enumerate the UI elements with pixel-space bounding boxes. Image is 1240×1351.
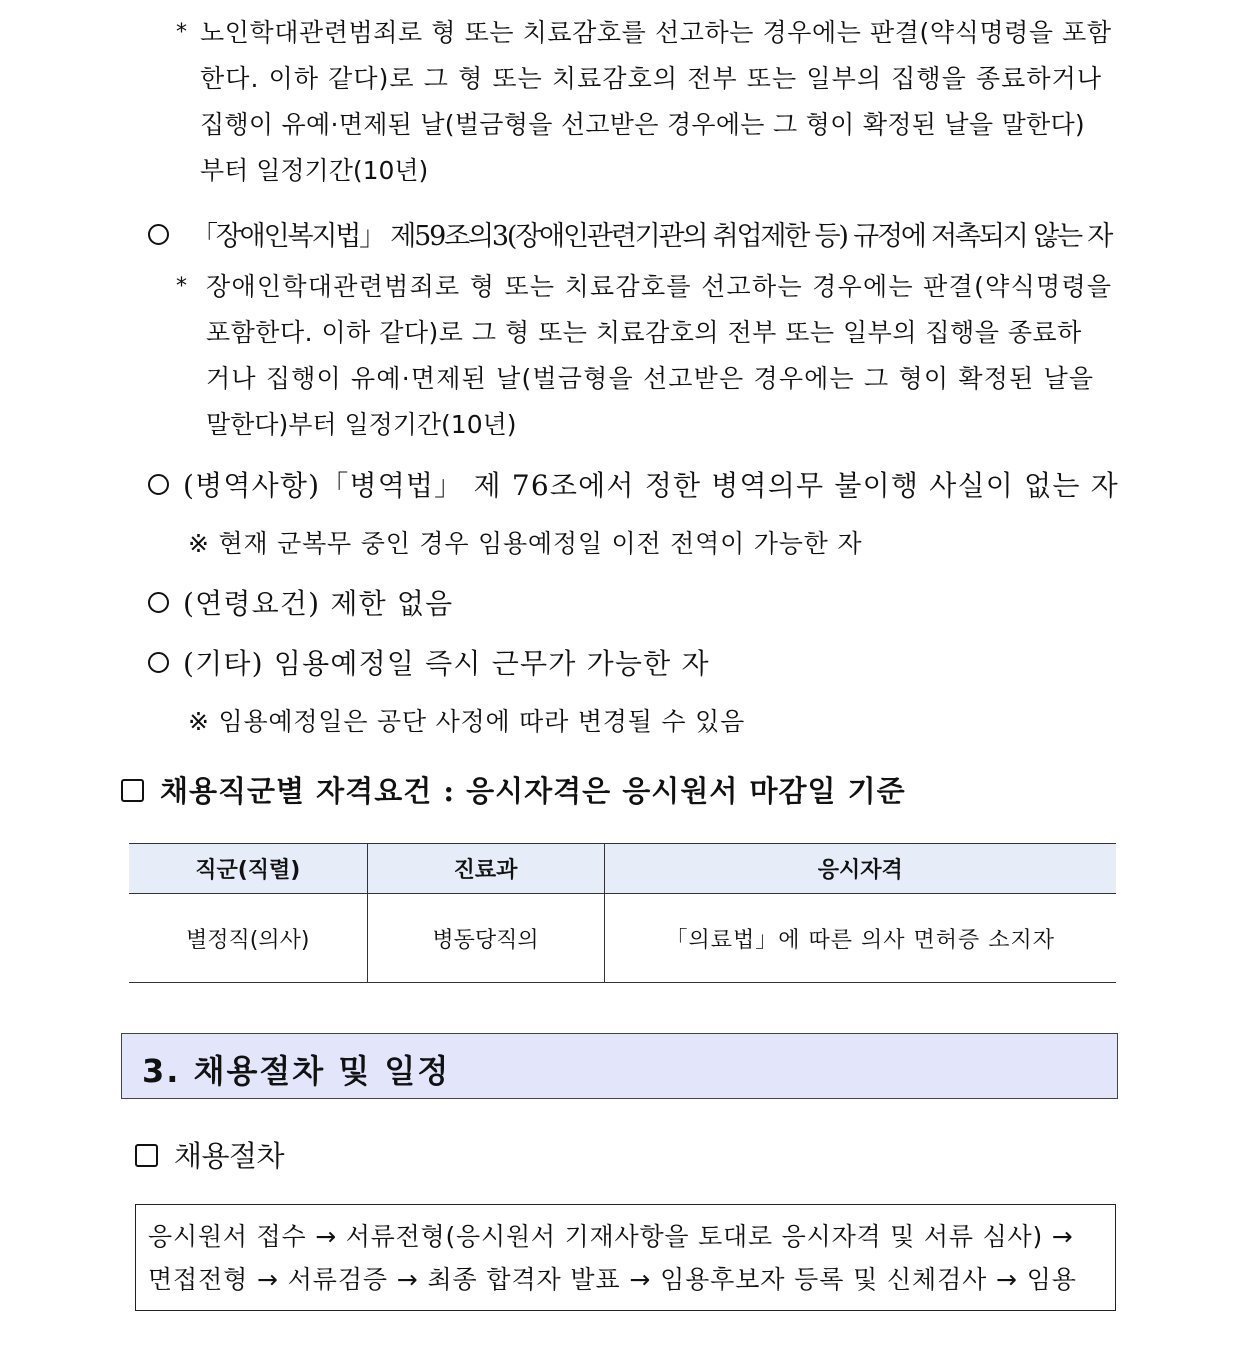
section-title: 3. 채용절차 및 일정 <box>142 1052 451 1090</box>
bullet-text: 「장애인복지법」 제59조의3(장애인관련기관의 취업제한 등) 규정에 저촉되지 않는 자 <box>191 221 1112 252</box>
note-line: 부터 일정기간(10년) <box>200 156 429 185</box>
table-cell: 별정직(의사) <box>129 894 367 983</box>
circle-bullet-icon <box>148 592 169 613</box>
bullet-disability-law <box>148 214 1111 253</box>
section-header <box>121 1033 1118 1099</box>
reference-text: ※ 현재 군복무 중인 경우 임용예정일 이전 전역이 가능한 자 <box>188 529 863 558</box>
note-disability-abuse <box>176 264 1122 448</box>
procedure-heading <box>135 1134 284 1175</box>
bullet-other <box>148 642 710 682</box>
bullet-text: (기타) 임용예정일 즉시 근무가 가능한 자 <box>183 647 710 680</box>
table-cell: 「의료법」에 따른 의사 면허증 소지자 <box>604 894 1116 983</box>
column-header: 응시자격 <box>604 844 1116 894</box>
note-marker: * <box>176 20 187 45</box>
note-line: 집행이 유예·면제된 날(벌금형을 선고받은 경우에는 그 형이 확정된 날을 말한다) <box>200 110 1085 139</box>
circle-bullet-icon <box>148 474 169 495</box>
circle-bullet-icon <box>148 224 169 245</box>
procedure-line: 응시원서 접수 → 서류전형(응시원서 기재사항을 토대로 응시자격 및 서류 심사) → <box>148 1222 1074 1251</box>
note-line: 한다. 이하 같다)로 그 형 또는 치료감호의 전부 또는 일부의 집행을 종료하거나 <box>200 64 1103 93</box>
table-row <box>129 894 1116 983</box>
note-marker: * <box>176 274 187 299</box>
note-elder-abuse <box>176 10 1122 194</box>
checkbox-bullet-icon <box>135 1144 158 1167</box>
reference-other <box>188 702 745 738</box>
table-header-row <box>129 844 1116 894</box>
bullet-text: (병역사항)「병역법」 제 76조에서 정한 병역의무 불이행 사실이 없는 자 <box>183 469 1119 502</box>
bullet-text: (연령요건) 제한 없음 <box>183 587 454 620</box>
section-heading-text: 채용직군별 자격요건 : 응시자격은 응시원서 마감일 기준 <box>160 774 906 808</box>
qualifications-table <box>129 843 1116 983</box>
note-line: 말한다)부터 일정기간(10년) <box>206 410 517 439</box>
bullet-age <box>148 582 453 622</box>
reference-military <box>188 524 862 560</box>
checkbox-bullet-icon <box>121 779 144 802</box>
note-line: 노인학대관련범죄로 형 또는 치료감호를 선고하는 경우에는 판결(약식명령을 포함 <box>200 18 1112 47</box>
note-line: 장애인학대관련범죄로 형 또는 치료감호를 선고하는 경우에는 판결(약식명령을 <box>206 272 1113 301</box>
note-line: 거나 집행이 유예·면제된 날(벌금형을 선고받은 경우에는 그 형이 확정된 날을 <box>206 364 1095 393</box>
reference-text: ※ 임용예정일은 공단 사정에 따라 변경될 수 있음 <box>188 707 746 736</box>
procedure-line: 면접전형 → 서류검증 → 최종 합격자 발표 → 임용후보자 등록 및 신체검사 → 임용 <box>148 1265 1077 1294</box>
section-heading-text: 채용절차 <box>174 1139 285 1173</box>
qualifications-heading <box>121 769 906 810</box>
circle-bullet-icon <box>148 652 169 673</box>
column-header: 직군(직렬) <box>129 844 367 894</box>
procedure-box <box>135 1204 1116 1311</box>
table-cell: 병동당직의 <box>367 894 604 983</box>
note-line: 포함한다. 이하 같다)로 그 형 또는 치료감호의 전부 또는 일부의 집행을 종료하 <box>206 318 1082 347</box>
column-header: 진료과 <box>367 844 604 894</box>
bullet-military <box>148 464 1119 504</box>
